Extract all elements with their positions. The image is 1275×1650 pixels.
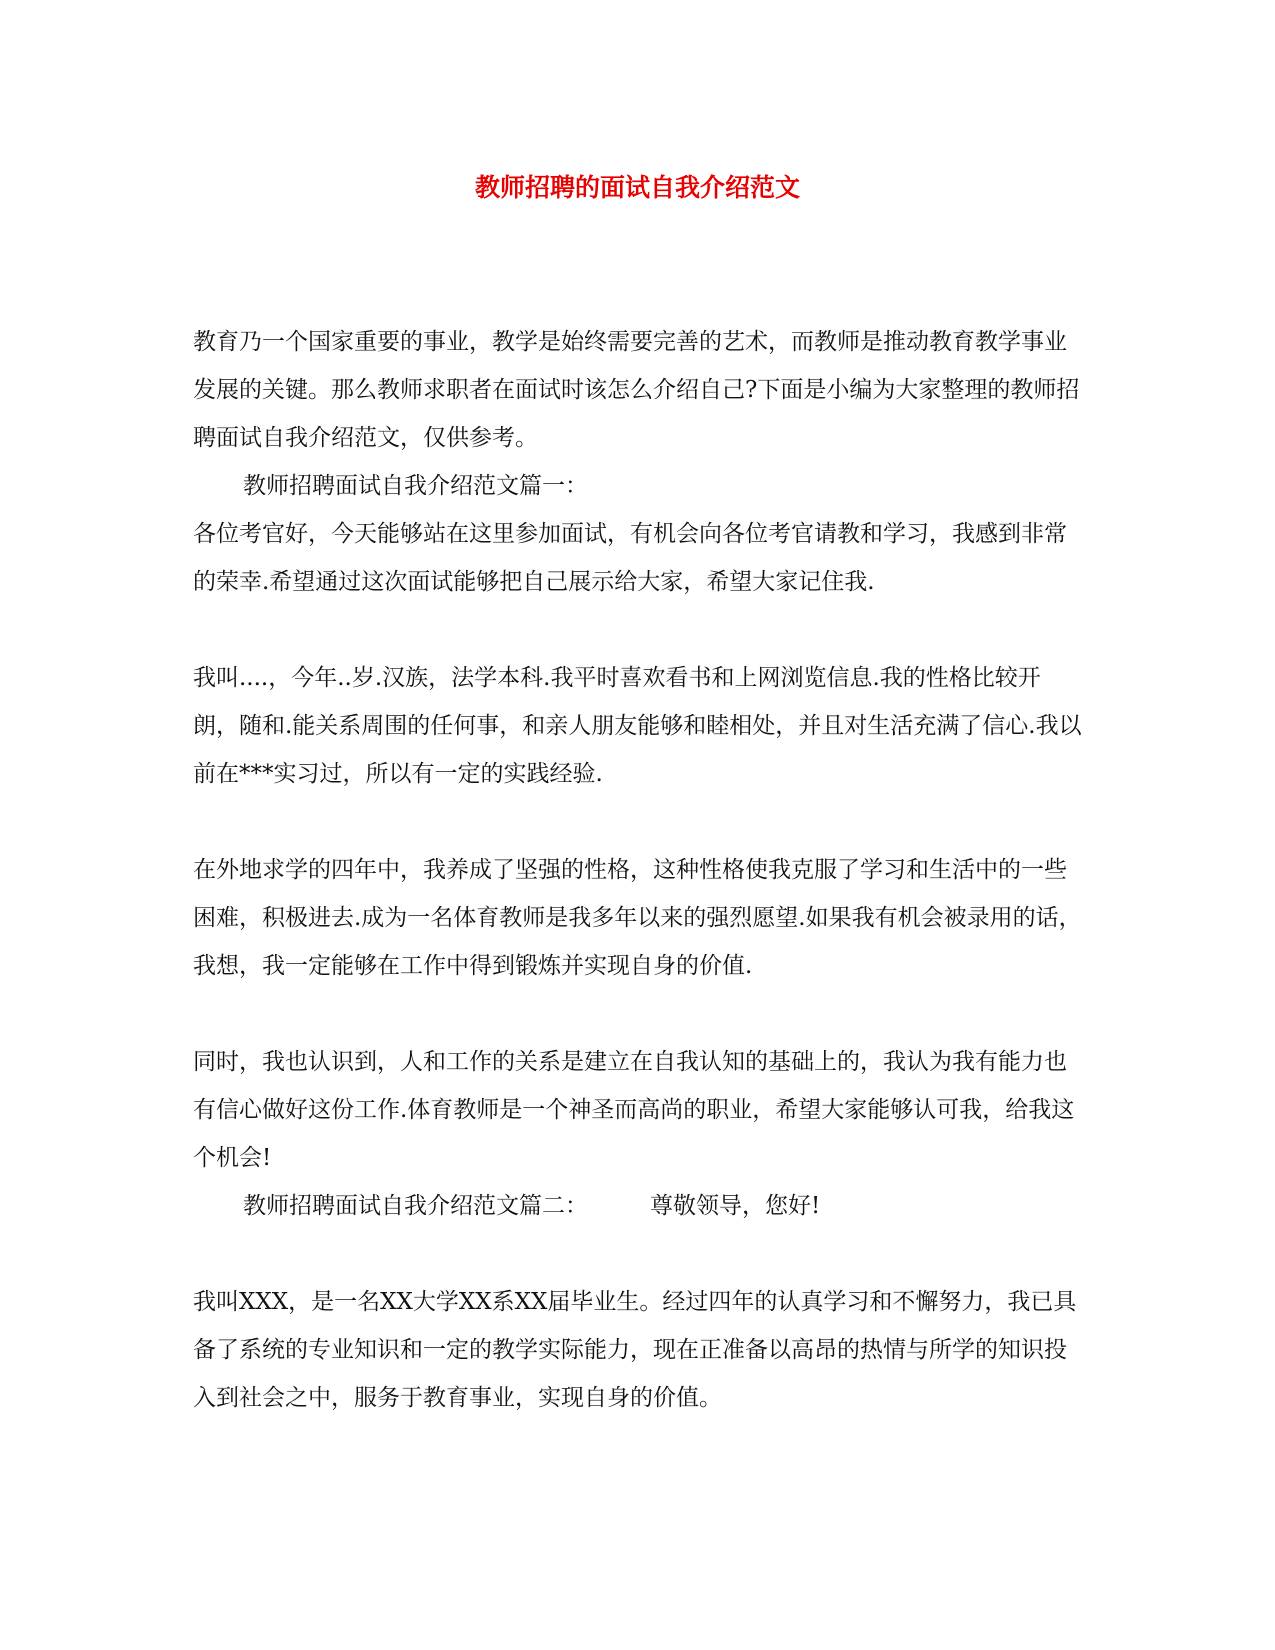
document-body [193, 318, 1083, 1422]
section1-paragraph-2: 我叫....，今年..岁.汉族，法学本科.我平时喜欢看书和上网浏览信息.我的性格比较开朗，随和.能关系周围的任何事，和亲人朋友能够和睦相处，并且对生活充满了信心.我以前在***实习过，所以有一定的实践经验. [193, 665, 1082, 787]
document-title: 教师招聘的面试自我介绍范文 [474, 173, 800, 202]
section2-heading-line [193, 1182, 1083, 1230]
section2-greeting: 尊敬领导，您好! [650, 1193, 821, 1219]
section2-paragraph-1: 我叫XXX，是一名XX大学XX系XX届毕业生。经过四年的认真学习和不懈努力，我已具备了系统的专业知识和一定的教学实际能力，现在正准备以高昂的热情与所学的知识投入到社会之中，服务于教育事业，实现自身的价值。 [193, 1289, 1077, 1411]
intro-paragraph: 教育乃一个国家重要的事业，教学是始终需要完善的艺术，而教师是推动教育教学事业发展的关键。那么教师求职者在面试时该怎么介绍自己?下面是小编为大家整理的教师招聘面试自我介绍范文，仅供参考。 [193, 329, 1080, 451]
section2-heading: 教师招聘面试自我介绍范文篇二： [243, 1193, 588, 1219]
section1-paragraph-3: 在外地求学的四年中，我养成了坚强的性格，这种性格使我克服了学习和生活中的一些困难，积极进去.成为一名体育教师是我多年以来的强烈愿望.如果我有机会被录用的话，我想，我一定能够在工作中得到锻炼并实现自身的价值. [193, 857, 1082, 979]
section1-paragraph-1: 各位考官好，今天能够站在这里参加面试，有机会向各位考官请教和学习，我感到非常的荣幸.希望通过这次面试能够把自己展示给大家，希望大家记住我. [193, 521, 1067, 595]
section1-paragraph-4: 同时，我也认识到，人和工作的关系是建立在自我认知的基础上的，我认为我有能力也有信心做好这份工作.体育教师是一个神圣而高尚的职业，希望大家能够认可我，给我这个机会! [193, 1049, 1075, 1171]
section1-heading: 教师招聘面试自我介绍范文篇一： [243, 473, 588, 499]
